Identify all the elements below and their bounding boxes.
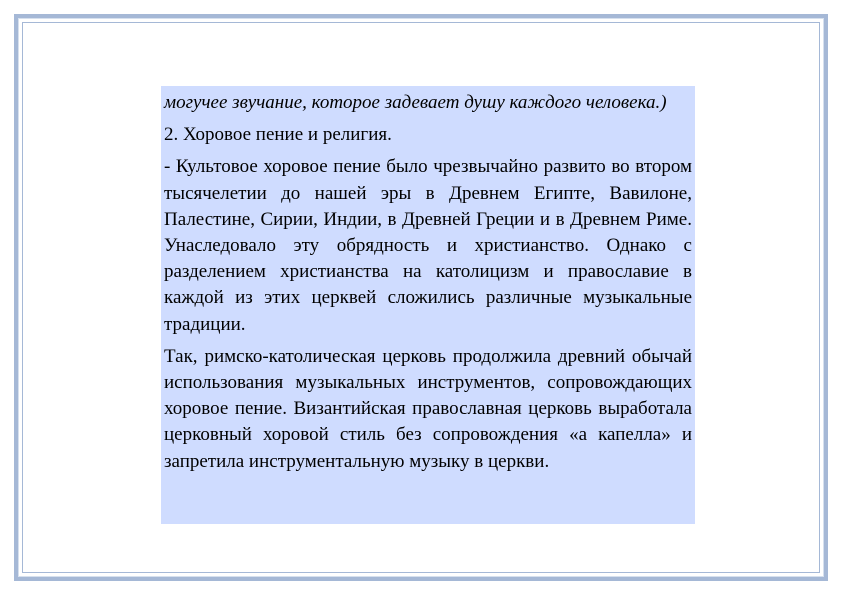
slide-text-block bbox=[161, 86, 695, 524]
paragraph-quote-ending: могучее звучание, которое задевает душу каждого человека.) bbox=[164, 92, 667, 113]
paragraph-cult-choral-singing: - Культовое хоровое пение было чрезвычайно развито во втором тысячелетии до нашей эры в Древнем Египте, Вавилоне, Палестине, Сирии, Индии, в Древней Греции и в Древнем Риме. Унаследовало эту обрядность и христианство. Однако с разделением христианства на католицизм и православие в каждой из этих церквей сложились различные музыкальные традиции. bbox=[164, 156, 692, 335]
paragraph-church-traditions: Так, римско-католическая церковь продолжила древний обычай использования музыкальных инструментов, сопровождающих хоровое пение. Византийская православная церковь выработала церковный хоровой стиль без сопровождения «а капелла» и запретила инструментальную музыку в церкви. bbox=[164, 345, 692, 472]
paragraph-section-heading: 2. Хоровое пение и религия. bbox=[164, 124, 392, 146]
